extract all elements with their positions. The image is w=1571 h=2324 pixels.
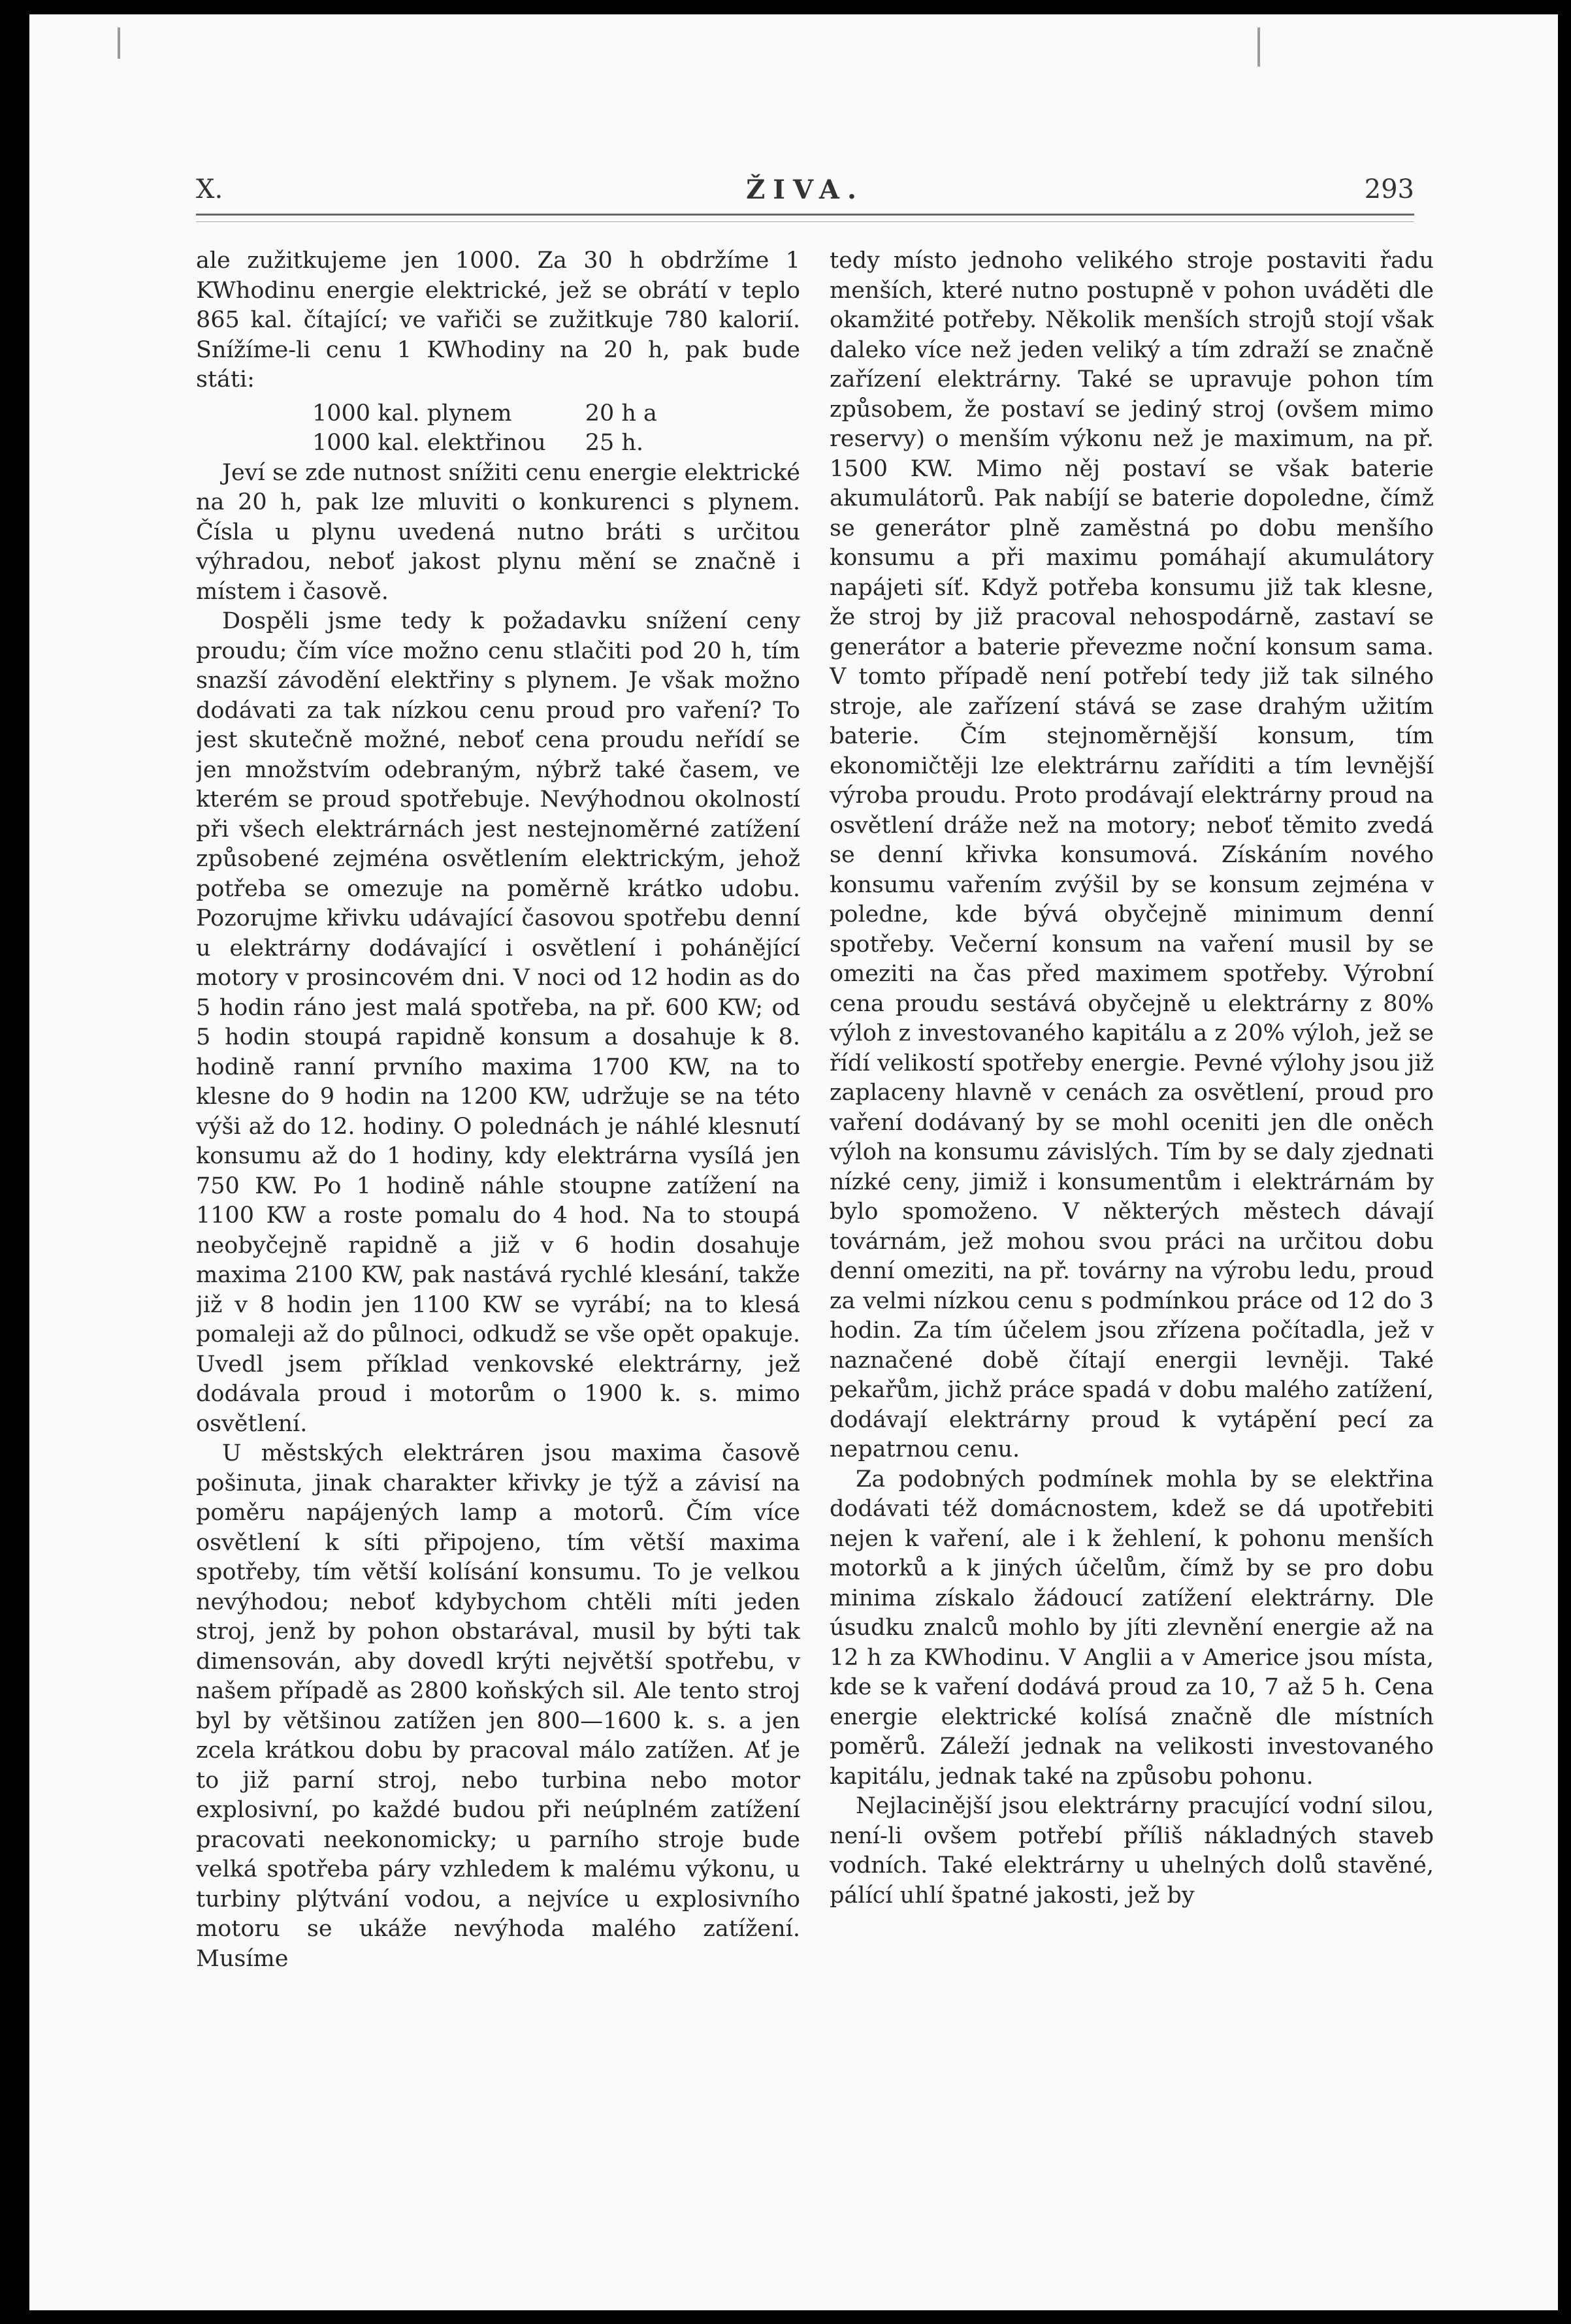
journal-title: ŽIVA.	[746, 174, 864, 205]
price-table	[312, 399, 696, 459]
price-quantity: 1000 kal. plynem	[312, 400, 512, 427]
paragraph: Jeví se zde nutnost snížiti cenu energie elektrické na 20 h, pak lze mluviti o konkurenci s plynem. Čísla u plynu uvedená nutno bráti s určitou výhradou, neboť jakost plynu mění se značně i místem i časově.	[196, 459, 800, 605]
right-column	[830, 246, 1434, 2095]
scan-mark	[1257, 27, 1260, 67]
paragraph: tedy místo jednoho velikého stroje postaviti řadu menších, které nutno postupně v pohon uváděti dle okamžité potřeby. Několik menších strojů stojí však daleko více než jeden veliký a tím zdraží se značně zařízení elektrárny. Také se upravuje pohon tím způsobem, že postaví se jediný stroj (ovšem mimo reservy) o menším výkonu než je maximum, na př. 1500 KW. Mimo něj postaví se však baterie akumulátorů. Pak nabíjí se baterie dopoledne, čímž se generátor plně zaměstná po dobu menšího konsumu a při maximu pomáhají akumulátory napájeti síť. Když potřeba konsumu již tak klesne, že stroj by již pracoval nehospodárně, zastaví se generátor a baterie převezme noční konsum sama. V tomto případě není potřebí tedy již tak silného stroje, ale zařízení stává se zase drahým užitím baterie. Čím stejnoměrnější konsum, tím ekonomičtěji lze elektrárnu zaříditi a tím levnější výroba proudu. Proto prodávají elektrárny proud na osvětlení dráže než na motory; neboť těmito zvedá se denní křivka konsumová. Získáním nového konsumu vařením zvýšil by se konsum zejména v poledne, kde bývá obyčejně minimum denní spotřeby. Večerní konsum na vaření musil by se omeziti na čas před maximem spotřeby. Výrobní cena proudu sestává obyčejně u elektrárny z 80% výloh z investovaného kapitálu a z 20% výloh, jež se řídí velikostí spotřeby energie. Pevné výlohy jsou již zaplaceny hlavně v cenách za osvětlení, proud pro vaření dodávaný by se mohl oceniti jen dle oněch výloh na konsumu závislých. Tím by se daly zjednati nízké ceny, jimiž i konsumentům i elektrárnám by bylo spomoženo. V některých městech dávají továrnám, jež mohou svou práci na určitou dobu denní omeziti, na př. továrny na výrobu ledu, proud za velmi nízkou cenu s podmínkou práce od 12 do 3 hodin. Za tím účelem jsou zřízena počítadla, jež v naznačené době čítají energii levněji. Také pekařům, jichž práce spadá v dobu malého zatížení, dodávají elektrárny proud k vytápění pecí za nepatrnou cenu.	[830, 248, 1434, 1462]
price-row	[312, 399, 696, 429]
running-header	[196, 174, 1414, 214]
page-number: 293	[1364, 174, 1414, 204]
scanned-page	[29, 14, 1558, 2310]
paragraph: Nejlacinější jsou elektrárny pracující vodní silou, není-li ovšem potřebí příliš nákladných staveb vodních. Také elektrárny u uhelných dolů stavěné, pálící uhlí špatné jakosti, jež by	[830, 1793, 1434, 1909]
left-column	[196, 246, 800, 2095]
paragraph: U městských elektráren jsou maxima časově pošinuta, jinak charakter křivky je týž a závisí na poměru napájených lamp a motorů. Čím více osvětlení k síti připojeno, tím větší maxima spotřeby, tím větší kolísání konsumu. To je velkou nevýhodou; neboť kdybychom chtěli míti jeden stroj, jenž by pohon obstarával, musil by býti tak dimensován, aby dovedl krýti největší spotřebu, v našem případě as 2800 koňských sil. Ale tento stroj byl by většinou zatížen jen 800—1600 k. s. a jen zcela krátkou dobu by pracoval málo zatížen. Ať je to již parní stroj, nebo turbina nebo motor explosivní, po každé budou při neúplném zatížení pracovati neekonomicky; u parního stroje bude velká spotřeba páry vzhledem k malému výkonu, u turbiny plýtvání vodou, a nejvíce u explosivního motoru se ukáže nevýhoda malého zatížení. Musíme	[196, 1440, 800, 1972]
paragraph: Dospěli jsme tedy k požadavku snížení ceny proudu; čím více možno cenu stlačiti pod 20 h, tím snazší závodění elektřiny s plynem. Je však možno dodávati za tak nízkou cenu proud pro vaření? To jest skutečně možné, neboť cena proudu neřídí se jen množstvím odebraným, nýbrž také časem, ve kterém se proud spotřebuje. Nevýhodnou okolností při všech elektrárnách jest nestejnoměrné zatížení způsobené zejména osvětlením elektrickým, jehož potřeba se omezuje na poměrně krátko udobu. Pozorujme křivku udávající časovou spotřebu denní u elektrárny dodávající i osvětlení i pohánějící motory v prosincovém dni. V noci od 12 hodin as do 5 hodin ráno jest malá spotřeba, na př. 600 KW; od 5 hodin stoupá rapidně konsum a dosahuje k 8. hodině ranní prvního maxima 1700 KW, na to klesne do 9 hodin na 1200 KW, udržuje se na této výši až do 12. hodiny. O polednách je náhlé klesnutí konsumu až do 1 hodiny, kdy elektrárna vysílá jen 750 KW. Po 1 hodině náhle stoupne zatížení na 1100 KW a roste pomalu do 4 hod. Na to stoupá neobyčejně rapidně a již v 6 hodin dosahuje maxima 2100 KW, pak nastává rychlé klesání, takže již v 8 hodin jen 1100 KW se vyrábí; na to klesá pomaleji až do půlnoci, odkudž se vše opět opakuje. Uvedl jsem příklad venkovské elektrárny, jež dodávala proud i motorům o 1900 k. s. mimo osvětlení.	[196, 608, 800, 1437]
price-row	[312, 428, 696, 459]
header-rule	[196, 214, 1414, 216]
volume-number: X.	[196, 174, 223, 204]
paragraph: ale zužitkujeme jen 1000. Za 30 h obdržíme 1 KWhodinu energie elektrické, jež se obrátí v teplo 865 kal. čítající; ve vařiči se zužitkuje 780 kalorií. Snížíme-li cenu 1 KWhodiny na 20 h, pak bude státi:	[196, 248, 800, 393]
price-quantity: 1000 kal. elektřinou	[312, 430, 546, 456]
scan-mark	[118, 27, 120, 59]
paragraph: Za podobných podmínek mohla by se elektřina dodávati též domácnostem, kdež se dá upotřebiti nejen k vaření, ale i k žehlení, k pohonu menších motorků a k jiných účelům, čímž by se pro dobu minima získalo žádoucí zatížení elektrárny. Dle úsudku znalců mohlo by jíti zlevnění energie až na 12 h za KWhodinu. V Anglii a v Americe jsou místa, kde se k vaření dodává proud za 10, 7 až 5 h. Cena energie elektrické kolísá značně dle místních poměrů. Záleží jednak na velikosti investovaného kapitálu, jednak také na způsobu pohonu.	[830, 1466, 1434, 1790]
price-value: 20 h a	[585, 400, 657, 427]
header-rule-thin	[196, 221, 1414, 222]
price-value: 25 h.	[585, 430, 644, 456]
